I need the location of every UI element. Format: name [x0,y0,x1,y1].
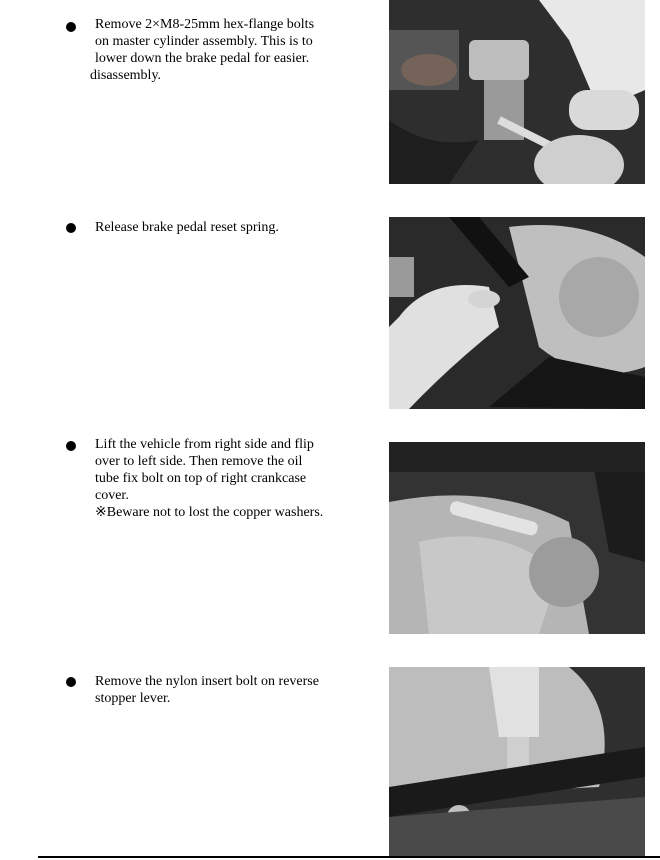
step-3-line-2: over to left side. Then remove the oil [95,454,303,469]
master-cylinder-photo [389,0,645,184]
oil-tube-photo [389,442,645,634]
step-4-line-2: stopper lever. [95,691,171,706]
step-1-line-2: on master cylinder assembly. This is to [95,34,313,49]
photo-placeholder [389,667,645,858]
step-1-line-4: disassembly. [90,68,162,83]
photo-placeholder [389,0,645,184]
step-2-line-1: Release brake pedal reset spring. [95,220,279,235]
reverse-stopper-photo [389,667,645,858]
step-3-line-4: cover. [95,488,129,503]
step-1-line-3: lower down the brake pedal for easier. [95,51,310,66]
photo-placeholder [389,442,645,634]
step-1-text [90,16,345,84]
step-3-line-1: Lift the vehicle from right side and flip [95,437,314,452]
step-2-text [95,219,345,236]
step-4-text [95,673,337,707]
bottom-rule [38,856,660,858]
bullet-icon [66,677,76,687]
bullet-icon [66,22,76,32]
step-3-line-3: tube fix bolt on top of right crankcase [95,471,307,486]
step-1-line-1: Remove 2×M8-25mm hex-flange bolts [95,17,315,32]
step-4-line-1: Remove the nylon insert bolt on reverse [95,674,319,689]
photo-placeholder [389,217,645,409]
step-3-text [95,436,345,521]
brake-spring-photo [389,217,645,409]
bullet-icon [66,441,76,451]
step-3-note: ※Beware not to lost the copper washers. [95,505,324,520]
bullet-icon [66,223,76,233]
